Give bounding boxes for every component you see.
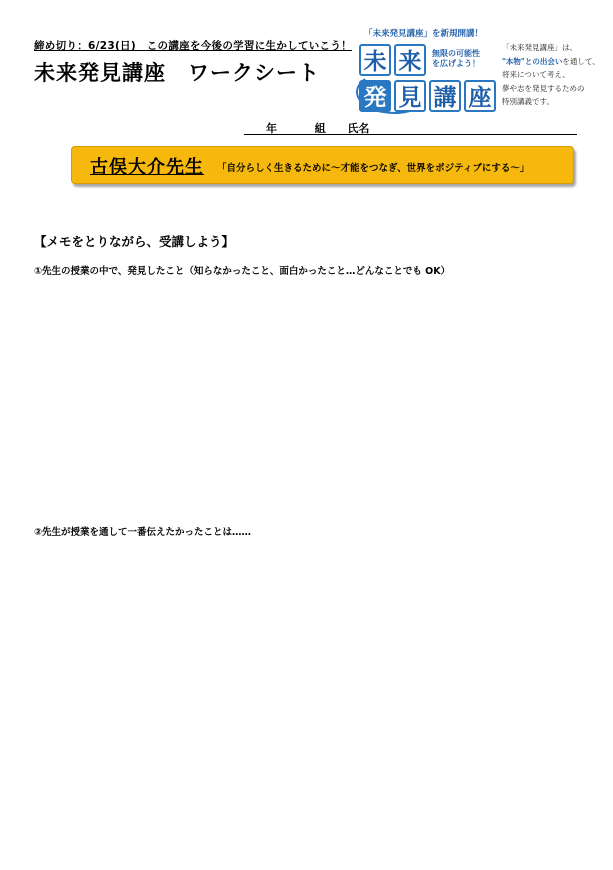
description-line: 「未来発見講座」は、 xyxy=(502,43,577,52)
deadline-notice: 締め切り：6/23(日) この講座を今後の学習に生かしていこう！ xyxy=(34,40,352,52)
logo-tagline: 「未来発見講座」を新規開講！ xyxy=(364,29,484,39)
logo-slogan-line: を広げよう！ xyxy=(432,59,480,68)
description-highlight: "本物"との出会い xyxy=(502,56,563,66)
description-text: を通して、 xyxy=(562,56,600,66)
logo-kanji: 座 xyxy=(464,80,496,112)
description-line: 夢や志を発見するための xyxy=(502,83,585,93)
logo-slogan xyxy=(432,49,480,69)
question-1: ①先生の授業の中で、発見したこと（知らなかったこと、面白かったこと…どんなことでも OK） xyxy=(34,266,451,277)
name-underline[interactable] xyxy=(244,134,577,135)
logo-kanji: 未 xyxy=(359,44,391,76)
logo-kanji: 講 xyxy=(429,80,461,112)
question-2: ②先生が授業を通して一番伝えたかったことは…… xyxy=(34,527,252,538)
logo-kanji: 見 xyxy=(394,80,426,112)
logo-kanji: 来 xyxy=(394,44,426,76)
description-line: 特別講義です。 xyxy=(502,97,554,106)
worksheet-title: 未来発見講座 ワークシート xyxy=(34,61,320,85)
lecture-subtitle: 「自分らしく生きるために～才能をつなぎ、世界をポジティブにする～」 xyxy=(217,163,530,174)
description-line: 将来について考え、 xyxy=(502,70,570,79)
speaker-name: 古俣大介先生 xyxy=(90,157,204,178)
class-label: 組 xyxy=(314,122,326,135)
speaker-banner xyxy=(71,146,574,184)
logo-kanji: 発 xyxy=(359,80,391,112)
course-logo xyxy=(359,44,497,114)
name-label: 氏名 xyxy=(347,122,370,135)
section-heading: 【メモをとりながら、受講しよう】 xyxy=(34,234,235,249)
logo-slogan-line: 無限の可能性 xyxy=(432,49,480,58)
year-label: 年 xyxy=(266,122,277,135)
description-line xyxy=(502,55,600,69)
course-description xyxy=(502,41,600,109)
